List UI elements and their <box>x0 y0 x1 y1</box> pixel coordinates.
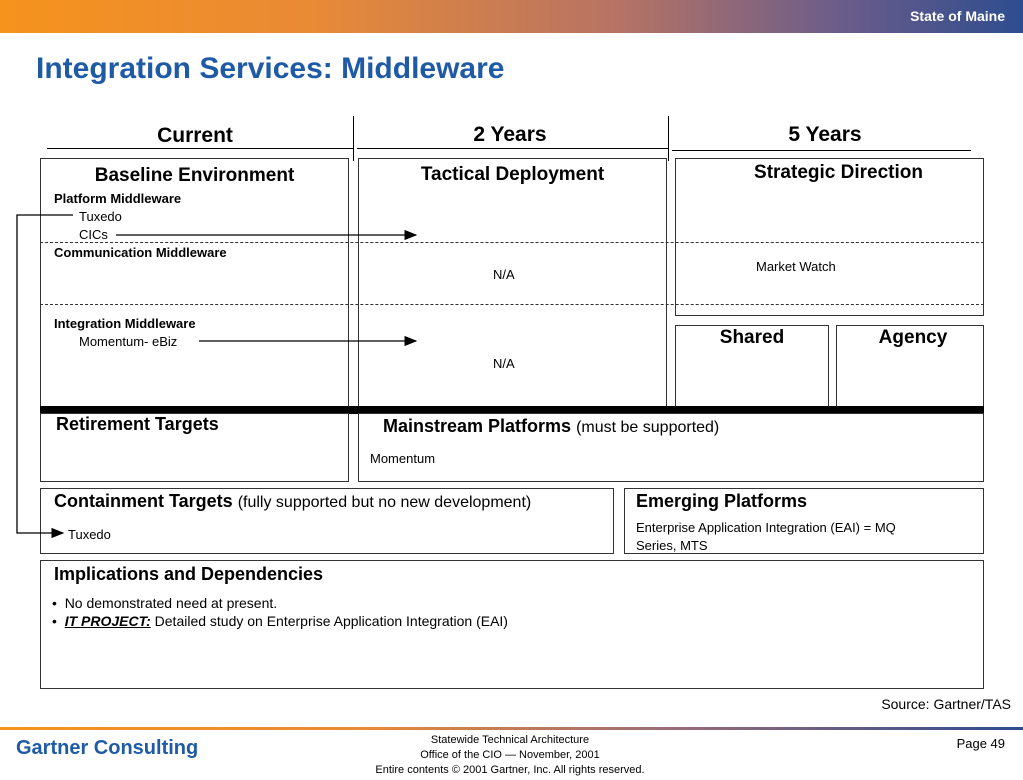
footer-brand: Gartner Consulting <box>16 737 199 759</box>
integration-heading: Integration Middleware <box>54 316 196 331</box>
agency-title: Agency <box>878 327 948 348</box>
tactical-na: N/A <box>493 267 515 282</box>
platform-heading: Platform Middleware <box>54 191 182 206</box>
footer-center <box>330 733 690 778</box>
shared-title: Shared <box>719 327 785 348</box>
mainstream-item: Momentum <box>370 451 436 466</box>
column-5-years: 5 Years <box>788 123 862 146</box>
tuxedo-arrow <box>17 215 73 533</box>
org-name: State of Maine <box>910 8 1005 24</box>
it-project-label: IT PROJECT: <box>64 613 151 629</box>
strategic-item: Market Watch <box>756 259 836 274</box>
containment-item: Tuxedo <box>68 527 111 542</box>
emerging-title: Emerging Platforms <box>636 491 808 511</box>
source-note: Source: Gartner/TAS <box>881 696 1011 712</box>
containment-note: (fully supported but no new development) <box>237 494 532 511</box>
implication-text: No demonstrated need at present. <box>64 595 278 611</box>
emerging-line2: Series, MTS <box>636 538 708 553</box>
tactical-title: Tactical Deployment <box>420 164 605 185</box>
containment-title: Containment Targets <box>54 491 233 511</box>
page-title: Integration Services: Middleware <box>36 52 505 85</box>
implication-bullet: • IT PROJECT: Detailed study on Enterprise Application Integration (EAI) <box>52 613 508 629</box>
platform-item: Tuxedo <box>79 209 122 224</box>
emerging-line1: Enterprise Application Integration (EAI) = MQ <box>636 520 896 535</box>
retirement-title: Retirement Targets <box>56 414 219 434</box>
platform-item: CICs <box>79 227 108 242</box>
footer-bar <box>0 727 1023 730</box>
implications-title: Implications and Dependencies <box>54 564 324 584</box>
mainstream-title: Mainstream Platforms <box>383 416 572 436</box>
implication-text: Detailed study on Enterprise Application Integration (EAI) <box>150 613 508 629</box>
strategic-title: Strategic Direction <box>754 162 923 183</box>
footer-line: Office of the CIO — November, 2001 <box>420 749 600 761</box>
communication-heading: Communication Middleware <box>54 245 227 260</box>
baseline-title: Baseline Environment <box>94 165 295 186</box>
mainstream-note: (must be supported) <box>576 419 720 436</box>
implication-bullet: • No demonstrated need at present. <box>52 595 278 611</box>
integration-item: Momentum- eBiz <box>79 334 178 349</box>
footer-line: Statewide Technical Architecture <box>430 734 590 746</box>
column-2-years: 2 Years <box>473 123 547 146</box>
tactical-na: N/A <box>493 356 515 371</box>
page-number: Page 49 <box>956 736 1005 751</box>
column-current: Current <box>157 124 233 147</box>
footer-line: Entire contents © 2001 Gartner, Inc. All rights reserved. <box>375 764 645 776</box>
